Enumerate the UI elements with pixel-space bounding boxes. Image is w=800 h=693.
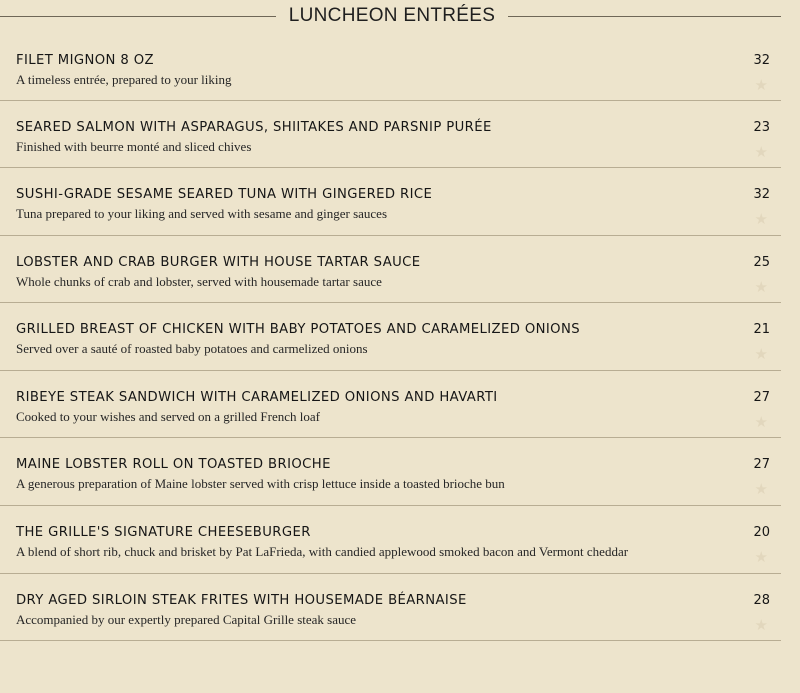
header-rule-left [0, 16, 276, 17]
menu-item-price: 21 [753, 322, 770, 337]
menu-item-description: Cooked to your wishes and served on a grilled French loaf [16, 409, 320, 424]
star-icon[interactable]: ★ [754, 278, 768, 296]
menu-item [0, 438, 781, 506]
menu-item-price: 27 [753, 457, 770, 472]
menu-item-price: 20 [753, 525, 770, 540]
menu-item-name: DRY AGED SIRLOIN STEAK FRITES WITH HOUSEMADE BÉARNAISE [16, 593, 467, 608]
menu-item-price: 32 [753, 53, 770, 68]
star-icon[interactable]: ★ [754, 143, 768, 161]
menu-item-price: 28 [753, 593, 770, 608]
header-rule-right [508, 16, 781, 17]
menu-item [0, 574, 781, 641]
menu-item [0, 34, 781, 101]
menu-item-name: FILET MIGNON 8 OZ [16, 53, 154, 68]
menu-item-price: 32 [753, 187, 770, 202]
menu-item [0, 506, 781, 574]
menu-item-description: A timeless entrée, prepared to your liking [16, 72, 232, 87]
menu-item-description: Whole chunks of crab and lobster, served with housemade tartar sauce [16, 274, 382, 289]
star-icon[interactable]: ★ [754, 413, 768, 431]
menu-item [0, 101, 781, 168]
menu-item [0, 371, 781, 438]
section-title: LUNCHEON ENTRÉES [288, 5, 496, 26]
menu-item-description: Tuna prepared to your liking and served with sesame and ginger sauces [16, 206, 388, 221]
star-icon[interactable]: ★ [754, 210, 768, 228]
menu-item-name: RIBEYE STEAK SANDWICH WITH CARAMELIZED ONIONS AND HAVARTI [16, 390, 498, 405]
menu-item [0, 303, 781, 371]
star-icon[interactable]: ★ [754, 548, 768, 566]
menu-item-description: Accompanied by our expertly prepared Capital Grille steak sauce [16, 612, 357, 627]
menu-item-name: LOBSTER AND CRAB BURGER WITH HOUSE TARTAR SAUCE [16, 255, 421, 270]
menu-item-name: GRILLED BREAST OF CHICKEN WITH BABY POTATOES AND CARAMELIZED ONIONS [16, 322, 580, 337]
star-icon[interactable]: ★ [754, 616, 768, 634]
menu-item [0, 236, 781, 303]
section-header [0, 0, 781, 34]
menu-item-name: SUSHI-GRADE SESAME SEARED TUNA WITH GINGERED RICE [16, 187, 433, 202]
menu-item-description: A blend of short rib, chuck and brisket by Pat LaFrieda, with candied applewood smoked bacon and Vermont cheddar [16, 544, 629, 559]
menu-items-list [0, 34, 781, 641]
menu-item-description: A generous preparation of Maine lobster served with crisp lettuce inside a toasted brioche bun [16, 476, 505, 491]
menu-item-name: SEARED SALMON WITH ASPARAGUS, SHIITAKES AND PARSNIP PURÉE [16, 120, 492, 135]
menu-item-description: Finished with beurre monté and sliced chives [16, 139, 252, 154]
star-icon[interactable]: ★ [754, 345, 768, 363]
menu-item [0, 168, 781, 236]
menu-item-name: THE GRILLE'S SIGNATURE CHEESEBURGER [16, 525, 311, 540]
star-icon[interactable]: ★ [754, 480, 768, 498]
menu-item-name: MAINE LOBSTER ROLL ON TOASTED BRIOCHE [16, 457, 331, 472]
menu-item-price: 25 [753, 255, 770, 270]
star-icon[interactable]: ★ [754, 76, 768, 94]
menu-item-price: 27 [753, 390, 770, 405]
menu-item-description: Served over a sauté of roasted baby potatoes and carmelized onions [16, 341, 368, 356]
menu-item-price: 23 [753, 120, 770, 135]
